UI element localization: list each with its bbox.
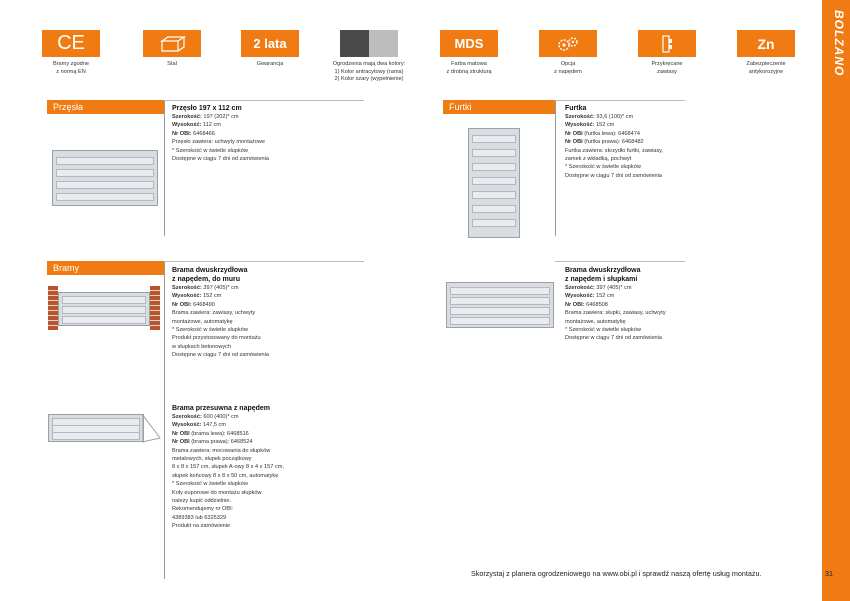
divider [164, 100, 364, 101]
product-detail-line: słupek końcowy 8 x 8 x 50 cm, automatykę [172, 472, 279, 479]
page-number: 31 [825, 569, 833, 578]
product-detail-line: * Szerokość w świetle słupków [172, 327, 248, 334]
divider [164, 261, 364, 262]
icon-caption: Ogrodzenia mają dwa kolory: 1) Kolor antracytowy (rama) 2) Kolor szary (wypełnienie) [332, 61, 406, 82]
product-detail-line: Nr OBI (brama prawa): 6468524 [172, 439, 253, 446]
product-title: z napędem i słupkami [565, 276, 638, 283]
steel-profile-icon [143, 30, 201, 57]
mds-paint-icon [440, 30, 498, 57]
hinge-icon [638, 30, 696, 57]
icon-caption: Farba matowa z drobną strukturą [446, 61, 492, 75]
icon-label: Zn [757, 35, 775, 52]
product-detail-line: Nr OBI (furtka lewa): 6468474 [565, 130, 640, 137]
product-detail-line: * Szerokość w świetle słupków [172, 147, 248, 154]
divider [555, 100, 685, 101]
icon-caption: Opcja z napędem [554, 61, 582, 75]
divider [164, 261, 165, 579]
product-detail-line: Brama zawiera: mocowania do słupków [172, 447, 271, 454]
product-title: Brama przesuwna z napędem [172, 405, 271, 412]
icon-caption: Bramy zgodne z normą EN [52, 61, 90, 75]
product-detail-line: Wysokość: 147,5 cm [172, 422, 227, 429]
icon-caption: Zabezpieczenie antykorozyjne [746, 61, 786, 75]
zinc-icon [737, 30, 795, 57]
product-detail-line: Wysokość: 112 cm [172, 122, 221, 129]
brick-pillar-image [48, 286, 58, 330]
product-brama-przesuwna [172, 404, 372, 531]
product-detail-line: Furtka zawiera: skrzydło furtki, zawiasy, [565, 147, 664, 154]
product-detail-line: * Szerokość w świetle słupków [172, 481, 248, 488]
sliding-gate-frame-image [142, 414, 162, 444]
divider [164, 100, 165, 236]
warranty-icon [241, 30, 299, 57]
footer-note: Skorzystaj z planera ogrodzeniowego na www.obi.pl i sprawdź naszą ofertę usług montażu. [471, 569, 762, 578]
product-brama-slupki [565, 266, 735, 343]
product-title: z napędem, do muru [172, 276, 241, 283]
panel-image [52, 150, 158, 206]
product-title: Przęsło 197 x 112 cm [172, 105, 242, 112]
divider [555, 261, 685, 262]
sliding-gate-image [48, 414, 144, 442]
product-przeslo [172, 104, 372, 163]
ce-mark-icon [42, 30, 100, 57]
brick-pillar-image [150, 286, 160, 330]
product-detail-line: Brama zawiera: zawiasy, uchwyty [172, 310, 256, 317]
product-detail-line: 4389383 lub 6325329 [172, 514, 227, 521]
product-detail-line: 8 x 8 x 157 cm, słupek A-owy 8 x 4 x 157 cm, [172, 464, 284, 471]
product-detail-line: Szerokość: 397 (405)* cm [172, 285, 239, 291]
icon-label: CE [57, 32, 85, 54]
product-detail-line: Koły euporowe do montażu słupków [172, 489, 262, 496]
product-detail-line: Wysokość: 152 cm [565, 293, 615, 300]
gears-icon [539, 30, 597, 57]
double-gate-posts-image [446, 282, 554, 328]
gate-door-image [468, 128, 520, 238]
product-detail-line: Produkt na zamówienie [172, 523, 231, 530]
product-detail-line: montażowe, automatykę [172, 318, 233, 325]
icon-caption: Przykręcane zawiasy [651, 61, 683, 75]
product-detail-line: montażowe, automatykę [565, 318, 626, 325]
product-detail-line: metalowych, słupek początkowy [172, 456, 252, 463]
section-bramy: Bramy [47, 261, 164, 275]
product-detail-line: Nr OBI (brama lewa): 6468516 [172, 430, 249, 437]
product-detail-line: * Szerokość w świetle słupków [565, 327, 641, 334]
product-detail-line: Szerokość: 600 (400)* cm [172, 414, 239, 420]
product-detail-line: Szerokość: 197 (202)* cm [172, 114, 239, 120]
icon-label: 2 lata [253, 36, 287, 51]
product-title: Brama dwuskrzydłowa [172, 267, 248, 274]
double-gate-wall-image [58, 292, 150, 326]
section-furtki: Furtki [443, 100, 555, 114]
product-detail-line: Szerokość: 93,6 (100)* cm [565, 114, 634, 120]
product-detail-line: Nr OBI: 6468508 [565, 301, 608, 308]
product-detail-line: Nr OBI: 6468490 [172, 301, 215, 308]
product-title: Furtka [565, 105, 587, 112]
product-detail-line: zamek z wkładką, pochwyt [565, 156, 632, 163]
product-detail-line: należy kupić oddzielnie. [172, 498, 232, 505]
product-detail-line: Nr OBI: 6468466 [172, 130, 215, 137]
product-detail-line: Dostępne w ciągu 7 dni od zamówienia [565, 172, 663, 179]
product-detail-line: Nr OBI (furtka prawa): 6468482 [565, 139, 644, 146]
product-brama-muru [172, 266, 372, 360]
product-detail-line: Wysokość: 152 cm [172, 293, 222, 300]
product-detail-line: Wysokość: 152 cm [565, 122, 615, 129]
product-detail-line: Przęsło zawiera: uchwyty montażowe [172, 139, 265, 146]
section-przesla: Przęsła [47, 100, 164, 114]
product-detail-line: Dostępne w ciągu 7 dni od zamówienia [172, 156, 270, 163]
brand-label: BOLZANO [832, 10, 846, 77]
product-detail-line: Produkt przystosowany do montażu [172, 335, 261, 342]
product-detail-line: Dostępne w ciągu 7 dni od zamówienia [172, 352, 270, 359]
icon-label: MDS [454, 36, 484, 51]
product-detail-line: * Szerokość w świetle słupków [565, 164, 641, 171]
icon-caption: Stal [167, 61, 177, 67]
divider [555, 100, 556, 236]
product-detail-line: Dostępne w ciągu 7 dni od zamówienia [565, 335, 663, 342]
product-furtka [565, 104, 735, 180]
product-detail-line: w słupkach betonowych [172, 343, 232, 350]
color-swatch-icon [340, 30, 398, 57]
product-detail-line: Rekomendujemy nr OBI: [172, 506, 234, 513]
brand-sideband [822, 0, 850, 601]
product-detail-line: Brama zawiera: słupki, zawiasy, uchwyty [565, 310, 666, 317]
product-detail-line: Szerokość: 397 (405)* cm [565, 285, 632, 291]
product-title: Brama dwuskrzydłowa [565, 267, 641, 274]
icon-caption: Gwarancja [256, 61, 284, 67]
